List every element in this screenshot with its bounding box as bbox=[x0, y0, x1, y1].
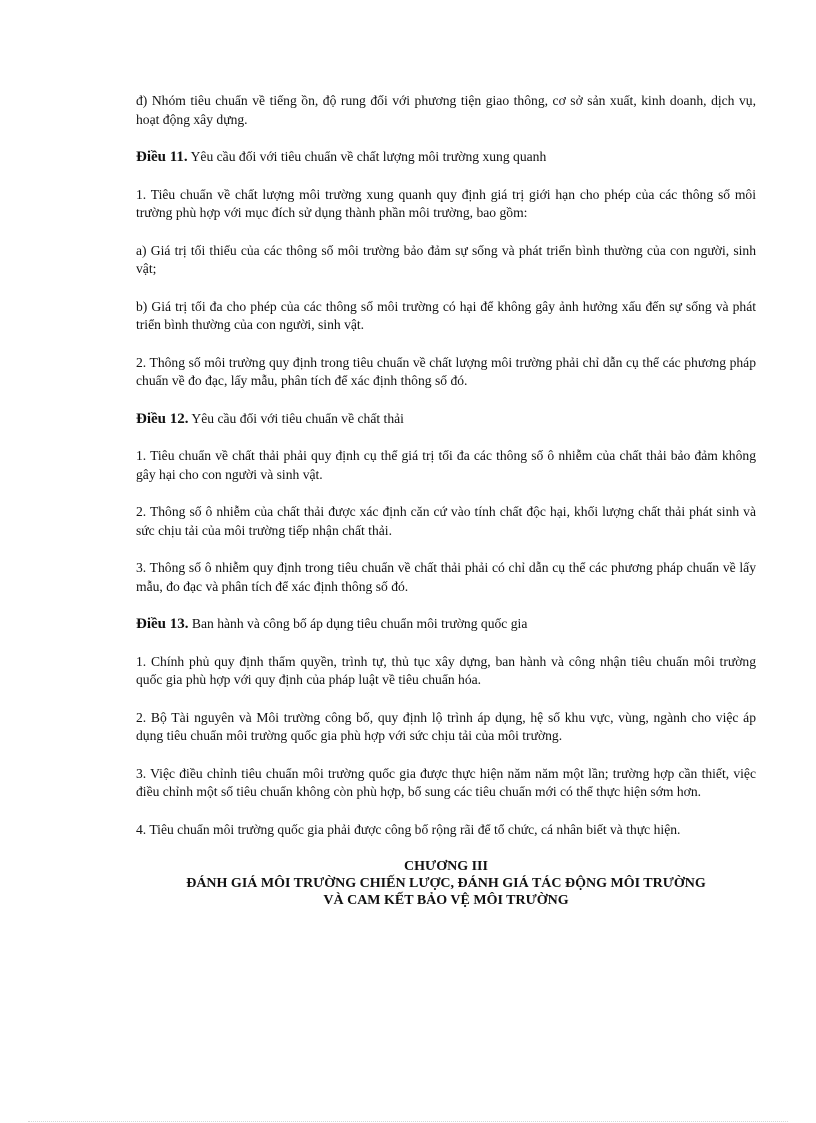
article-13-title: Ban hành và công bố áp dụng tiêu chuẩn môi trường quốc gia bbox=[191, 616, 528, 631]
article-12-number: Điều 12. bbox=[136, 410, 189, 427]
article-11-number: Điều 11. bbox=[136, 149, 188, 165]
chapter-title-line-1: ĐÁNH GIÁ MÔI TRƯỜNG CHIẾN LƯỢC, ĐÁNH GIÁ TÁC ĐỘNG MÔI TRƯỜNG bbox=[186, 876, 706, 891]
article-11-item: b) Giá trị tối đa cho phép của các thông số môi trường có hại để không gây ảnh hưởng xấu đến sự sống và phát triển bình thường của con người, sinh vật. bbox=[136, 298, 756, 332]
chapter-heading bbox=[136, 858, 756, 909]
article-13-item: 3. Việc điều chỉnh tiêu chuẩn môi trường quốc gia được thực hiện năm năm một lần; trường hợp cần thiết, việc điều chỉnh một số tiêu chuẩn không còn phù hợp, bổ sung các tiêu chuẩn mới có thể thực hiện sớm hơn. bbox=[136, 765, 756, 799]
article-11-heading bbox=[136, 148, 756, 167]
article-11-item: 2. Thông số môi trường quy định trong tiêu chuẩn về chất lượng môi trường phải chỉ dẫn cụ thể các phương pháp chuẩn về đo đạc, lấy mẫu, phân tích để xác định thông số đó. bbox=[136, 354, 756, 388]
article-12-title: Yêu cầu đối với tiêu chuẩn về chất thải bbox=[191, 410, 404, 426]
article-11-item: a) Giá trị tối thiểu của các thông số môi trường bảo đảm sự sống và phát triển bình thường của con người, sinh vật; bbox=[136, 242, 756, 276]
article-12-item: 2. Thông số ô nhiễm của chất thải được xác định căn cứ vào tính chất độc hại, khối lượng chất thải phát sinh và sức chịu tải của môi trường tiếp nhận chất thải. bbox=[136, 504, 756, 538]
article-12-item: 3. Thông số ô nhiễm quy định trong tiêu chuẩn về chất thải phải có chỉ dẫn cụ thể các phương pháp chuẩn về lấy mẫu, đo đạc và phân tích để xác định thông số đó. bbox=[136, 560, 756, 594]
page-bottom-divider bbox=[28, 1121, 788, 1122]
article-13-heading bbox=[136, 615, 756, 634]
article-13-item: 4. Tiêu chuẩn môi trường quốc gia phải được công bố rộng rãi để tổ chức, cá nhân biết và thực hiện. bbox=[136, 821, 681, 837]
chapter-title-line-2: VÀ CAM KẾT BẢO VỆ MÔI TRƯỜNG bbox=[323, 893, 569, 908]
article-13-item: 1. Chính phủ quy định thẩm quyền, trình tự, thủ tục xây dựng, ban hành và công nhận tiêu chuẩn môi trường quốc gia phù hợp với quy định của pháp luật về tiêu chuẩn hóa. bbox=[136, 653, 756, 687]
article-12-item: 1. Tiêu chuẩn về chất thải phải quy định cụ thể giá trị tối đa các thông số ô nhiễm của chất thải bảo đảm không gây hại cho con người và sinh vật. bbox=[136, 448, 756, 482]
article-13-item: 2. Bộ Tài nguyên và Môi trường công bố, quy định lộ trình áp dụng, hệ số khu vực, vùng, ngành cho việc áp dụng tiêu chuẩn môi trường quốc gia phù hợp với sức chịu tải của môi trường. bbox=[136, 709, 756, 743]
article-11-item: 1. Tiêu chuẩn về chất lượng môi trường xung quanh quy định giá trị giới hạn cho phép của các thông số môi trường phù hợp với mục đích sử dụng thành phần môi trường, bao gồm: bbox=[136, 186, 756, 220]
chapter-label: CHƯƠNG III bbox=[404, 859, 488, 874]
article-11-title: Yêu cầu đối với tiêu chuẩn về chất lượng môi trường xung quanh bbox=[190, 149, 547, 164]
article-12-heading bbox=[136, 410, 756, 429]
paragraph-item-d: đ) Nhóm tiêu chuẩn về tiếng ồn, độ rung đối với phương tiện giao thông, cơ sở sản xuất, kinh doanh, dịch vụ, hoạt động xây dựng. bbox=[136, 93, 756, 127]
article-13-number: Điều 13. bbox=[136, 616, 189, 632]
document-body bbox=[136, 92, 756, 909]
